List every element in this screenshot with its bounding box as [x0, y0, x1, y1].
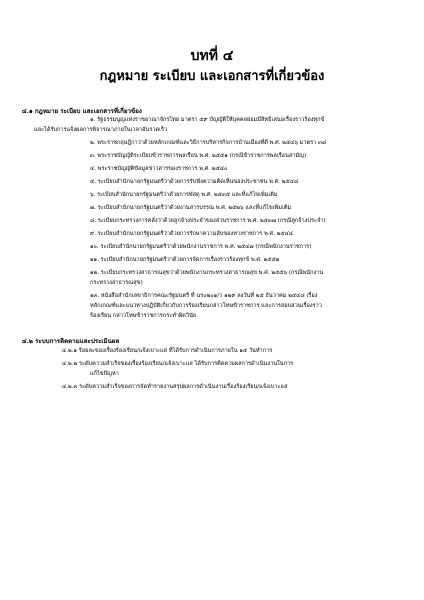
list-item-continuation: ร้องเรียน กล่าวโทษข้าราชการกระทำผิดวินัย: [90, 313, 197, 319]
list-item-continuation: และได้รับการแจ้งผลการพิจารณาภายในเวลาอันรวดเร็ว: [34, 127, 168, 133]
list-item: ๔. พระราชบัญญัติข้อมูลข่าวสารของราชการ พ.ศ. ๒๕๔๐: [90, 166, 228, 172]
list-item: ๑. รัฐธรรมนูญแห่งราชอาณาจักรไทย มาตรา ๕๙ บัญญัติให้บุคคลย่อมมีสิทธิเสนอเรื่องราวร้องทุกข์: [90, 117, 325, 123]
list-item: ๖. ระเบียบสำนักนายกรัฐมนตรีว่าด้วยการพัสดุ พ.ศ. ๒๕๓๕ และที่แก้ไขเพิ่มเติม: [90, 192, 278, 198]
list-item-continuation: แก้ไขปัญหา: [90, 371, 119, 377]
chapter-subtitle: กฎหมาย ระเบียบ และเอกสารที่เกี่ยวข้อง: [99, 69, 325, 84]
list-item: ๑๒. ระเบียบกระทรวงสาธารณสุขว่าด้วยพนักงานกระทรวงสาธารณสุข พ.ศ. ๒๕๕๖ (กรณีพนักงาน: [90, 270, 324, 276]
chapter-title: บทที่ ๔: [190, 48, 234, 64]
list-item-continuation: หลักเกณฑ์และแนวทางปฏิบัติเกี่ยวกับการร้องเรียนกล่าวโทษข้าราชการ และการสอบสวนเรื่องราว: [90, 303, 322, 309]
list-item: ๓. พระราชบัญญัติระเบียบข้าราชการพลเรือน พ.ศ. ๒๕๕๑ (กรณีข้าราชการพลเรือนสามัญ): [90, 153, 307, 159]
list-item: ๙. ระเบียบสำนักนายกรัฐมนตรีว่าด้วยการรักษาความลับของทางราชการ พ.ศ. ๒๕๔๔: [90, 231, 294, 237]
list-item: ๒. พระราชกฤษฎีกาว่าด้วยหลักเกณฑ์และวิธีการบริหารกิจการบ้านเมืองที่ดี พ.ศ. ๒๕๔๖ มาตรา ๓๘: [90, 140, 327, 146]
list-item-continuation: กระทรวงสาธารณสุข): [90, 280, 143, 286]
list-item: ๘. ระเบียบกระทรวงการคลังว่าด้วยลูกจ้างประจำของส่วนราชการ พ.ศ. ๒๕๓๗ (กรณีลูกจ้างประจำ): [90, 218, 326, 224]
list-item: ๕. ระเบียบสำนักนายกรัฐมนตรีว่าด้วยการรับฟังความคิดเห็นของประชาชน พ.ศ. ๒๕๔๘: [90, 179, 299, 185]
list-item: ๔.๒.๑ ร้อยละของเรื่องร้องเรียน/แจ้งเบาะแส ที่ได้รับการดำเนินการภายใน ๑๕ วันทำการ: [62, 348, 273, 354]
list-item: ๔.๒.๒ ระดับความสำเร็จของเรื่องร้องเรียน/แจ้งเบาะแส ได้รับการติดตามผลการดำเนินงานในการ: [62, 361, 294, 367]
list-item: ๑๐. ระเบียบสำนักนายกรัฐมนตรีว่าด้วยพนักงานราชการ พ.ศ. ๒๕๔๗ (กรณีพนักงานราชการ): [90, 244, 312, 250]
section-heading-evaluation: ๔.๒ ระบบการติดตามและประเมินผล: [22, 338, 120, 345]
section-heading-laws: ๔.๑ กฎหมาย ระเบียบ และเอกสารที่เกี่ยวข้อง: [22, 108, 142, 115]
list-item: ๗. ระเบียบสำนักนายกรัฐมนตรีว่าด้วยงานสารบรรณ พ.ศ. ๒๕๒๖ และที่แก้ไขเพิ่มเติม: [90, 205, 292, 211]
list-item: ๑๓. หนังสือสำนักเลขาธิการคณะรัฐมนตรี ที่ นร๐๒๐๑/ว ๑๒๙ ลงวันที่ ๒๕ ธันวาคม ๒๕๔๘ เรื่อง: [90, 293, 318, 299]
list-item: ๔.๒.๓ ระดับความสำเร็จของการจัดทำรายงานสรุปผลการดำเนินงานเรื่องร้องเรียน/แจ้งเบาะแส: [62, 384, 288, 390]
list-item: ๑๑. ระเบียบสำนักนายกรัฐมนตรีว่าด้วยการจัดการเรื่องราวร้องทุกข์ พ.ศ. ๒๕๕๒: [90, 257, 280, 263]
